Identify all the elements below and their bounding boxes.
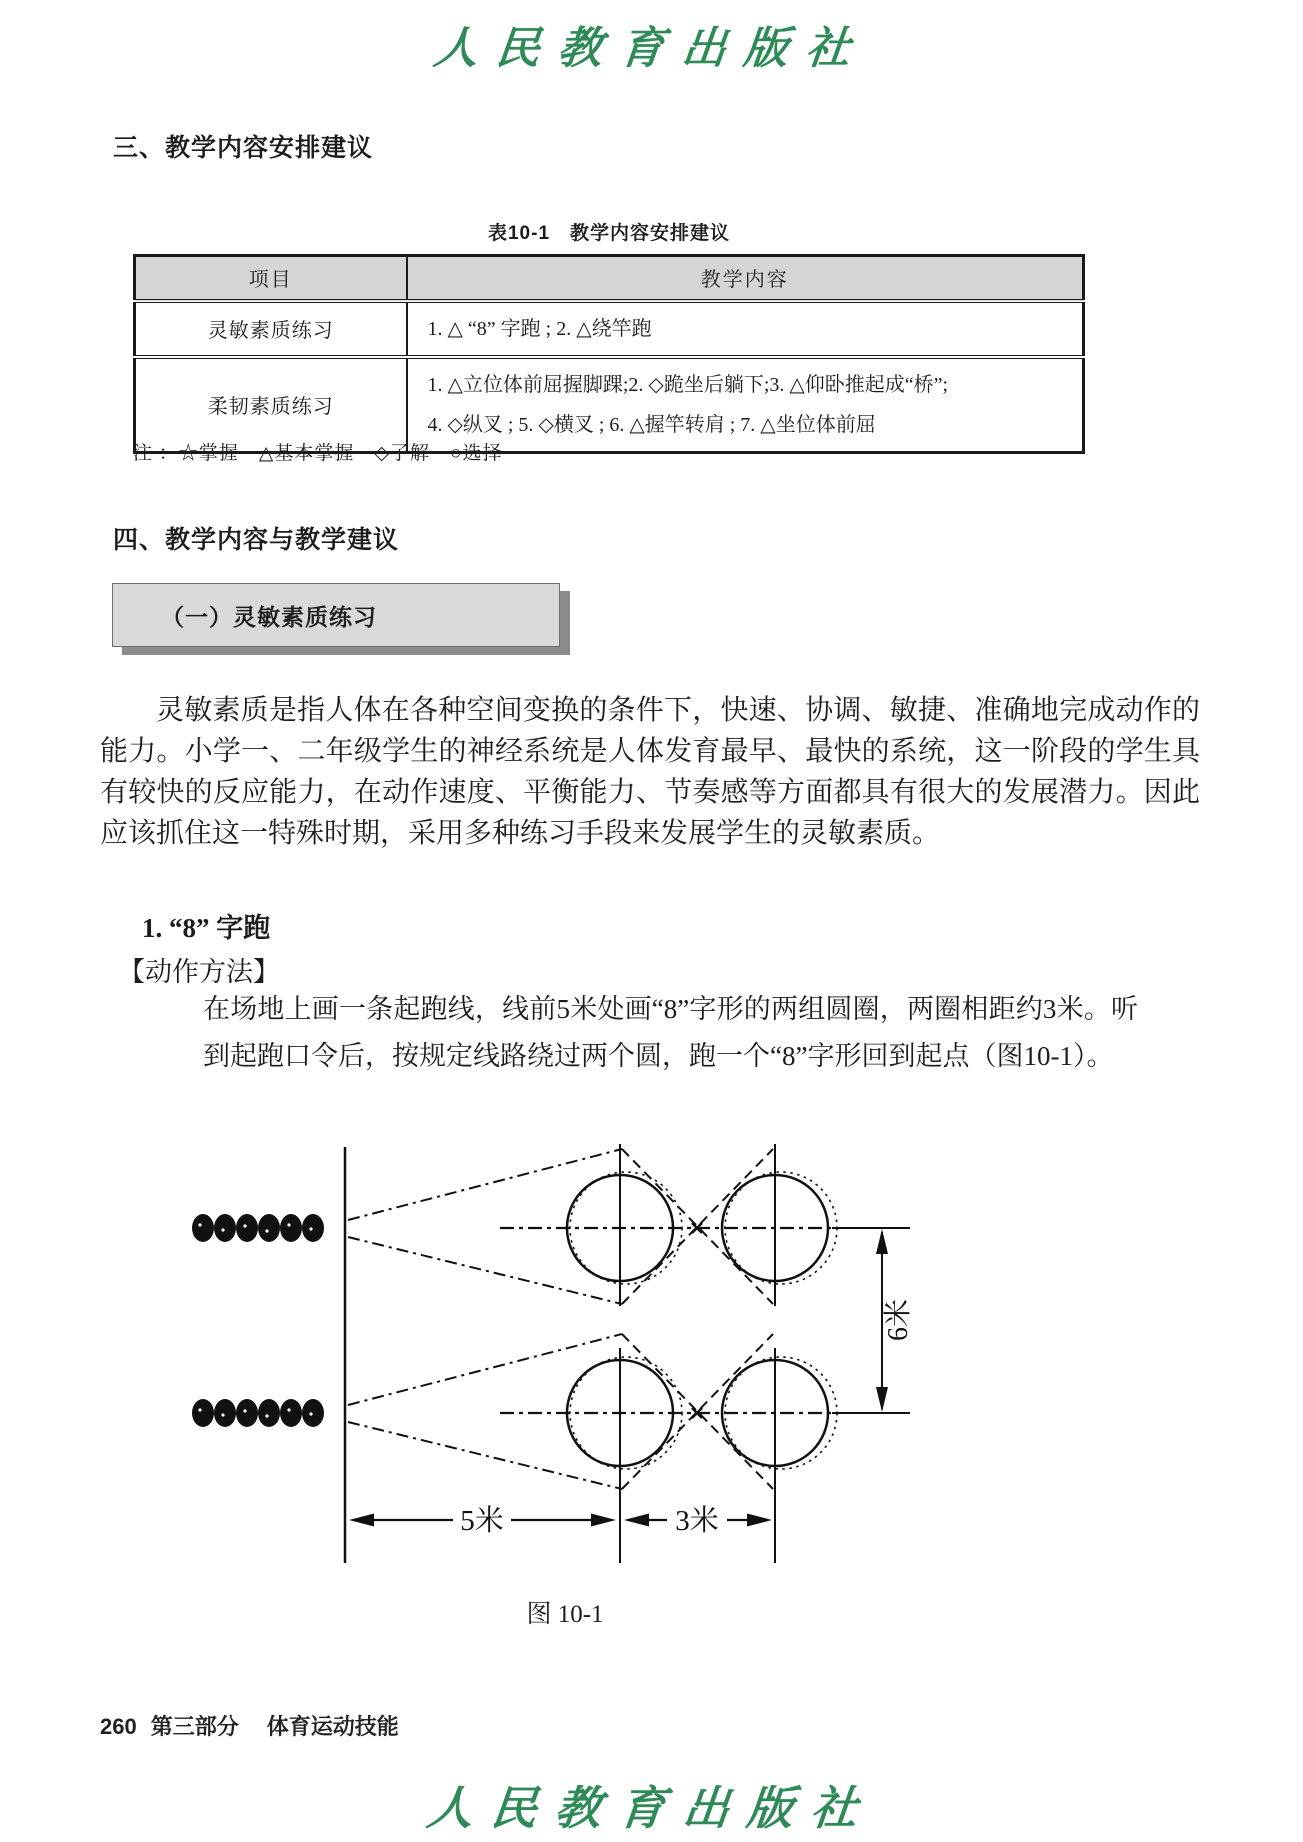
subsection-banner: [112, 583, 560, 647]
method-paragraph: 在场地上画一条起跑线，线前5米处画“8”字形的两组圆圈，两圈相距约3米。听到起跑口令后，按规定线路绕过两个圆，跑一个“8”字形回到起点（图10-1）。: [203, 994, 1138, 1071]
path-line: [348, 1334, 622, 1405]
section-heading-4: 四、教学内容与教学建议: [113, 526, 400, 554]
dimension-label-6m: 6米: [883, 1298, 914, 1342]
footer-part: 第三部分: [150, 1714, 239, 1739]
teaching-content-table: [133, 254, 1085, 454]
exercise-heading: 1. “8” 字跑: [142, 913, 271, 943]
method-label: 【动作方法】: [118, 957, 280, 987]
table-row: [135, 301, 1084, 357]
figure-caption: 图 10-1: [526, 1601, 604, 1628]
row-content-line: 4. ◇纵叉 ; 5. ◇横叉 ; 6. △握竿转肩 ; 7. △坐位体前屈: [427, 413, 876, 436]
figure-diagram: [170, 1140, 960, 1570]
publisher-logo-bottom: 人民教育出版社: [424, 1781, 879, 1835]
table-note: 注 ：☆掌握 △基本掌握 ◇了解 ○选择: [133, 443, 503, 464]
dimension-6m: [876, 1229, 914, 1412]
row-content-line: 1. △立位体前屈握脚踝;2. ◇跪坐后躺下;3. △仰卧推起成“桥”;: [427, 373, 949, 396]
path-line: [348, 1422, 622, 1489]
dimension-label-3m: 3米: [675, 1505, 719, 1537]
publisher-logo-top: 人民教育出版社: [431, 23, 871, 74]
row-content-line: 1. △ “8” 字跑 ; 2. △绕竿跑: [427, 317, 652, 340]
dimension-5m: [349, 1504, 616, 1537]
runner-icon: [192, 1399, 324, 1427]
row-label: 灵敏素质练习: [135, 301, 407, 357]
table-caption: 表10-1 教学内容安排建议: [487, 223, 731, 244]
runner-icon: [192, 1214, 324, 1242]
row-label: 柔韧素质练习: [135, 357, 407, 453]
column-header-item: 项目: [135, 256, 407, 301]
footer-section: 体育运动技能: [266, 1714, 399, 1739]
table-header-row: [135, 256, 1084, 301]
page-footer: [100, 1710, 399, 1741]
path-line: [348, 1237, 622, 1304]
circle-group-bottom: [348, 1334, 910, 1563]
page-number: 260: [100, 1714, 137, 1739]
dimension-3m: [624, 1504, 772, 1537]
section-heading-3: 三、教学内容安排建议: [113, 134, 374, 162]
subsection-title: （一）灵敏素质练习: [161, 603, 377, 630]
column-header-content: 教学内容: [407, 256, 1084, 301]
circle-group-top: [348, 1144, 910, 1306]
dimension-label-5m: 5米: [460, 1505, 504, 1537]
path-line: [348, 1149, 622, 1220]
intro-paragraph: 灵敏素质是指人体在各种空间变换的条件下，快速、协调、敏捷、准确地完成动作的能力。小学一、二年级学生的神经系统是人体发育最早、最快的系统，这一阶段的学生具有较快的反应能力，在动作速度、平衡能力、节奏感等方面都具有很大的发展潜力。因此应该抓住这一特殊时期，采用多种练习手段来发展学生的灵敏素质。: [100, 695, 1200, 849]
